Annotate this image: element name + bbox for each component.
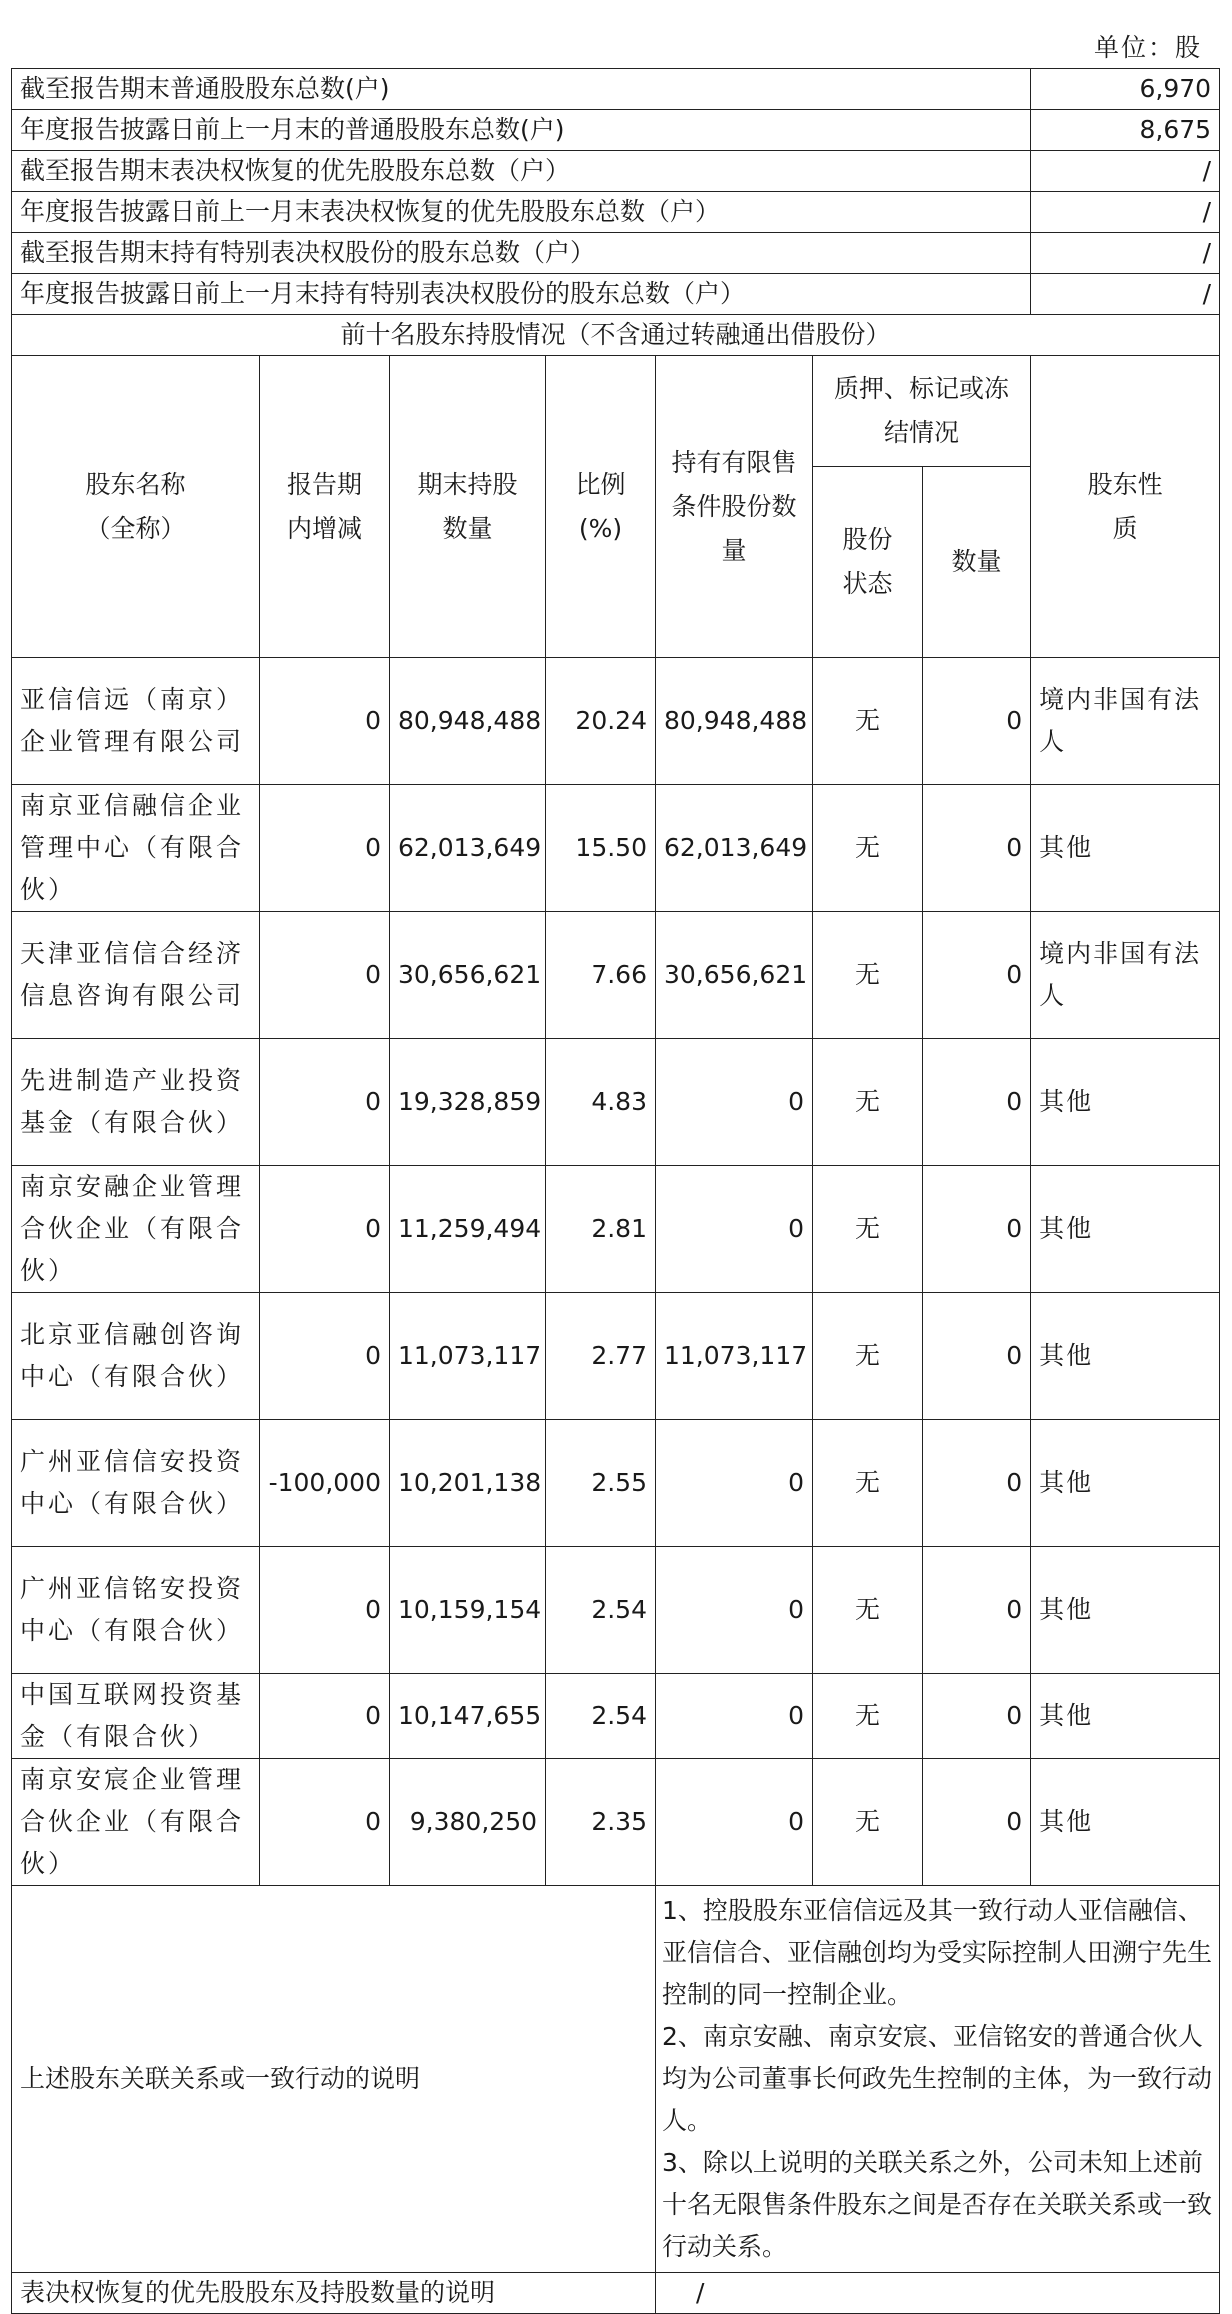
header-change: 报告期内增减 xyxy=(260,356,390,658)
shareholder-pledge-qty: 0 xyxy=(923,1420,1031,1547)
shareholder-name: 广州亚信信安投资中心（有限合伙） xyxy=(12,1420,260,1547)
shareholder-name: 南京安融企业管理合伙企业（有限合伙） xyxy=(12,1166,260,1293)
shareholder-restricted: 0 xyxy=(656,1420,813,1547)
shareholder-shares: 30,656,621 xyxy=(390,912,546,1039)
shareholder-pledge-status: 无 xyxy=(813,785,923,912)
shareholder-pledge-status: 无 xyxy=(813,1547,923,1674)
shareholder-restricted: 62,013,649 xyxy=(656,785,813,912)
shareholder-pledge-qty: 0 xyxy=(923,1547,1031,1674)
shareholder-name: 中国互联网投资基金（有限合伙） xyxy=(12,1674,260,1759)
shareholder-name: 广州亚信铭安投资中心（有限合伙） xyxy=(12,1547,260,1674)
preferred-row xyxy=(12,2273,1220,2314)
shareholder-pledge-status: 无 xyxy=(813,1166,923,1293)
relation-note: 1、控股股东亚信信远及其一致行动人亚信融信、亚信信合、亚信融创均为受实际控制人田溯宁先生控制的同一控制企业。 xyxy=(662,1896,1213,2009)
summary-value: 6,970 xyxy=(1031,69,1220,110)
header-restricted: 持有有限售条件股份数量 xyxy=(656,356,813,658)
shareholder-pledge-status: 无 xyxy=(813,658,923,785)
shareholder-pledge-qty: 0 xyxy=(923,1039,1031,1166)
shareholder-pledge-status: 无 xyxy=(813,1674,923,1759)
shareholder-restricted: 0 xyxy=(656,1759,813,1886)
shareholder-ratio: 20.24 xyxy=(546,658,656,785)
shareholder-change: 0 xyxy=(260,1547,390,1674)
shareholder-pledge-status: 无 xyxy=(813,1420,923,1547)
shareholder-shares: 80,948,488 xyxy=(390,658,546,785)
relation-note: 3、除以上说明的关联关系之外，公司未知上述前十名无限售条件股东之间是否存在关联关系或一致行动关系。 xyxy=(662,2148,1213,2261)
shareholder-pledge-qty: 0 xyxy=(923,785,1031,912)
shareholder-ratio: 7.66 xyxy=(546,912,656,1039)
shareholder-nature: 其他 xyxy=(1031,1420,1220,1547)
shareholder-nature: 其他 xyxy=(1031,1039,1220,1166)
summary-label: 年度报告披露日前上一月末持有特别表决权股份的股东总数（户） xyxy=(12,274,1031,315)
shareholder-ratio: 2.35 xyxy=(546,1759,656,1886)
preferred-value: / xyxy=(656,2273,1220,2314)
summary-row xyxy=(12,192,1220,233)
unit-label: 单位：股 xyxy=(1093,33,1202,62)
header-name: 股东名称（全称） xyxy=(12,356,260,658)
summary-value: 8,675 xyxy=(1031,110,1220,151)
shareholder-change: 0 xyxy=(260,1039,390,1166)
shareholder-pledge-status: 无 xyxy=(813,1039,923,1166)
shareholder-nature: 其他 xyxy=(1031,1759,1220,1886)
shareholder-shares: 11,073,117 xyxy=(390,1293,546,1420)
shareholder-restricted: 0 xyxy=(656,1166,813,1293)
shareholder-restricted: 0 xyxy=(656,1039,813,1166)
shareholder-name: 南京安宸企业管理合伙企业（有限合伙） xyxy=(12,1759,260,1886)
shareholder-shares: 11,259,494 xyxy=(390,1166,546,1293)
section-title: 前十名股东持股情况（不含通过转融通出借股份） xyxy=(12,315,1220,356)
shareholder-shares: 19,328,859 xyxy=(390,1039,546,1166)
summary-row xyxy=(12,69,1220,110)
shareholder-row xyxy=(12,785,1220,912)
shareholder-change: 0 xyxy=(260,1166,390,1293)
shareholder-restricted: 0 xyxy=(656,1547,813,1674)
shareholder-pledge-status: 无 xyxy=(813,1293,923,1420)
shareholder-nature: 其他 xyxy=(1031,1166,1220,1293)
summary-row xyxy=(12,110,1220,151)
header-pledge-group: 质押、标记或冻结情况 xyxy=(813,356,1031,467)
shareholder-ratio: 2.54 xyxy=(546,1547,656,1674)
summary-label: 截至报告期末普通股股东总数(户) xyxy=(12,69,1031,110)
shareholder-pledge-qty: 0 xyxy=(923,912,1031,1039)
shareholder-row xyxy=(12,1759,1220,1886)
shareholder-nature: 境内非国有法人 xyxy=(1031,912,1220,1039)
summary-row xyxy=(12,274,1220,315)
shareholder-change: 0 xyxy=(260,658,390,785)
shareholder-shares: 9,380,250 xyxy=(390,1759,546,1886)
shareholder-restricted: 30,656,621 xyxy=(656,912,813,1039)
shareholder-ratio: 4.83 xyxy=(546,1039,656,1166)
shareholder-shares: 10,147,655 xyxy=(390,1674,546,1759)
header-nature: 股东性质 xyxy=(1031,356,1220,658)
relation-label: 上述股东关联关系或一致行动的说明 xyxy=(12,1886,656,2273)
shareholder-pledge-qty: 0 xyxy=(923,1759,1031,1886)
header-shares: 期末持股数量 xyxy=(390,356,546,658)
header-ratio: 比例(%) xyxy=(546,356,656,658)
relation-note: 2、南京安融、南京安宸、亚信铭安的普通合伙人均为公司董事长何政先生控制的主体，为一致行动人。 xyxy=(662,2022,1213,2135)
shareholder-change: 0 xyxy=(260,785,390,912)
section-title-row xyxy=(12,315,1220,356)
shareholder-pledge-status: 无 xyxy=(813,912,923,1039)
shareholder-nature: 其他 xyxy=(1031,1674,1220,1759)
header-pledge-status: 股份状态 xyxy=(813,467,923,658)
summary-row xyxy=(12,233,1220,274)
preferred-label: 表决权恢复的优先股股东及持股数量的说明 xyxy=(12,2273,656,2314)
summary-value: / xyxy=(1031,233,1220,274)
shareholder-restricted: 11,073,117 xyxy=(656,1293,813,1420)
summary-label: 年度报告披露日前上一月末的普通股股东总数(户) xyxy=(12,110,1031,151)
header-pledge-qty: 数量 xyxy=(923,467,1031,658)
shareholder-pledge-qty: 0 xyxy=(923,658,1031,785)
shareholder-name: 北京亚信融创咨询中心（有限合伙） xyxy=(12,1293,260,1420)
shareholder-row xyxy=(12,1674,1220,1759)
shareholder-shares: 10,201,138 xyxy=(390,1420,546,1547)
shareholder-pledge-qty: 0 xyxy=(923,1293,1031,1420)
shareholder-pledge-status: 无 xyxy=(813,1759,923,1886)
shareholder-row xyxy=(12,1420,1220,1547)
relation-row xyxy=(12,1886,1220,2273)
shareholder-restricted: 80,948,488 xyxy=(656,658,813,785)
summary-value: / xyxy=(1031,192,1220,233)
summary-label: 截至报告期末表决权恢复的优先股股东总数（户） xyxy=(12,151,1031,192)
shareholder-name: 天津亚信信合经济信息咨询有限公司 xyxy=(12,912,260,1039)
shareholder-name: 先进制造产业投资基金（有限合伙） xyxy=(12,1039,260,1166)
shareholder-ratio: 2.81 xyxy=(546,1166,656,1293)
shareholder-nature: 其他 xyxy=(1031,785,1220,912)
shareholder-ratio: 15.50 xyxy=(546,785,656,912)
summary-value: / xyxy=(1031,151,1220,192)
shareholder-change: 0 xyxy=(260,1759,390,1886)
shareholder-name: 亚信信远（南京）企业管理有限公司 xyxy=(12,658,260,785)
shareholder-ratio: 2.54 xyxy=(546,1674,656,1759)
shareholder-name: 南京亚信融信企业管理中心（有限合伙） xyxy=(12,785,260,912)
shareholder-row xyxy=(12,912,1220,1039)
summary-label: 截至报告期末持有特别表决权股份的股东总数（户） xyxy=(12,233,1031,274)
shareholder-change: 0 xyxy=(260,1674,390,1759)
shareholder-pledge-qty: 0 xyxy=(923,1166,1031,1293)
shareholder-nature: 其他 xyxy=(1031,1547,1220,1674)
shareholder-ratio: 2.55 xyxy=(546,1420,656,1547)
shareholder-change: -100,000 xyxy=(260,1420,390,1547)
header-row xyxy=(12,356,1220,467)
relation-notes xyxy=(656,1886,1220,2273)
shareholder-ratio: 2.77 xyxy=(546,1293,656,1420)
shareholder-restricted: 0 xyxy=(656,1674,813,1759)
shareholder-nature: 境内非国有法人 xyxy=(1031,658,1220,785)
shareholder-nature: 其他 xyxy=(1031,1293,1220,1420)
summary-label: 年度报告披露日前上一月末表决权恢复的优先股股东总数（户） xyxy=(12,192,1031,233)
shareholder-row xyxy=(12,1293,1220,1420)
shareholder-row xyxy=(12,1166,1220,1293)
shareholder-table xyxy=(11,68,1220,2314)
shareholder-pledge-qty: 0 xyxy=(923,1674,1031,1759)
summary-value: / xyxy=(1031,274,1220,315)
shareholder-row xyxy=(12,658,1220,785)
shareholder-change: 0 xyxy=(260,1293,390,1420)
shareholder-change: 0 xyxy=(260,912,390,1039)
shareholder-shares: 62,013,649 xyxy=(390,785,546,912)
shareholder-row xyxy=(12,1547,1220,1674)
summary-row xyxy=(12,151,1220,192)
shareholder-shares: 10,159,154 xyxy=(390,1547,546,1674)
shareholder-row xyxy=(12,1039,1220,1166)
